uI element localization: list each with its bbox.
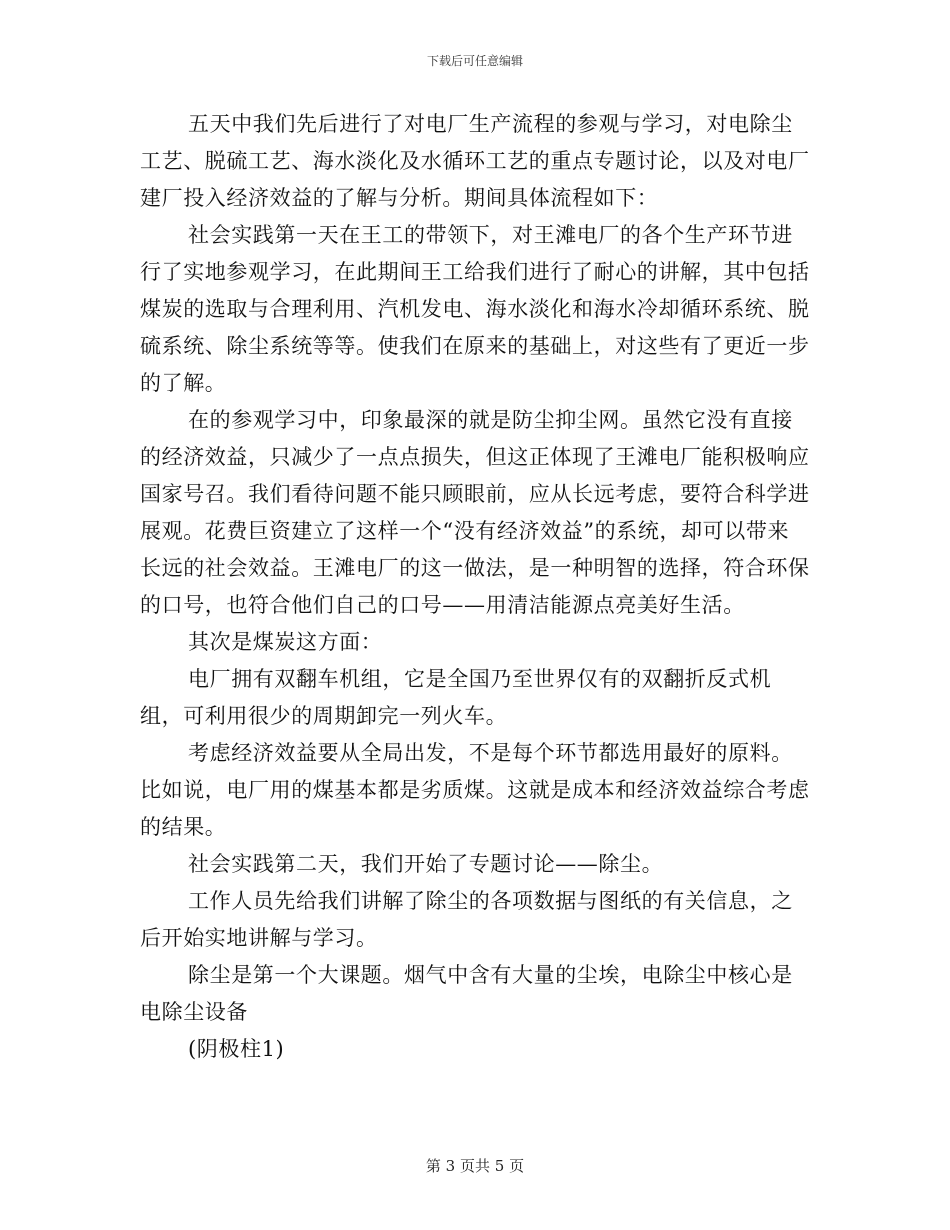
- paragraph: 在的参观学习中，印象最深的就是防尘抑尘网。虽然它没有直接的经济效益，只减少了一点点损失，但这正体现了王滩电厂能积极响应国家号召。我们看待问题不能只顾眼前，应从长远考虑，要符合科学进展观。花费巨资建立了这样一个“没有经济效益”的系统，却可以带来长远的社会效益。王滩电厂的这一做法，是一种明智的选择，符合环保的口号，也符合他们自己的口号——用清洁能源点亮美好生活。: [140, 408, 810, 617]
- paragraph: 工作人员先给我们讲解了除尘的各项数据与图纸的有关信息，之后开始实地讲解与学习。: [140, 889, 793, 950]
- paragraph: 考虑经济效益要从全局出发，不是每个环节都选用最好的原料。比如说，电厂用的煤基本都是劣质煤。这就是成本和经济效益综合考虑的结果。: [140, 741, 810, 839]
- page-number: 第 3 页共 5 页: [425, 1157, 525, 1175]
- paragraph: 五天中我们先后进行了对电厂生产流程的参观与学习，对电除尘工艺、脱硫工艺、海水淡化及水循环工艺的重点专题讨论，以及对电厂建厂投入经济效益的了解与分析。期间具体流程如下：: [140, 112, 810, 210]
- document-body: [140, 106, 810, 1068]
- paragraph: 其次是煤炭这方面：: [188, 630, 383, 654]
- page-header: 下载后可任意编辑: [426, 54, 523, 68]
- paragraph: (阴极柱1): [188, 1037, 285, 1061]
- paragraph: 社会实践第一天在王工的带领下，对王滩电厂的各个生产环节进行了实地参观学习，在此期间王工给我们进行了耐心的讲解，其中包括煤炭的选取与合理利用、汽机发电、海水淡化和海水冷却循环系统、脱硫系统、除尘系统等等。使我们在原来的基础上，对这些有了更近一步的了解。: [140, 223, 810, 395]
- paragraph: 除尘是第一个大课题。烟气中含有大量的尘埃，电除尘中核心是电除尘设备: [140, 963, 793, 1024]
- paragraph: 社会实践第二天，我们开始了专题讨论——除尘。: [188, 852, 664, 876]
- paragraph: 电厂拥有双翻车机组，它是全国乃至世界仅有的双翻折反式机组，可利用很少的周期卸完一列火车。: [140, 667, 772, 728]
